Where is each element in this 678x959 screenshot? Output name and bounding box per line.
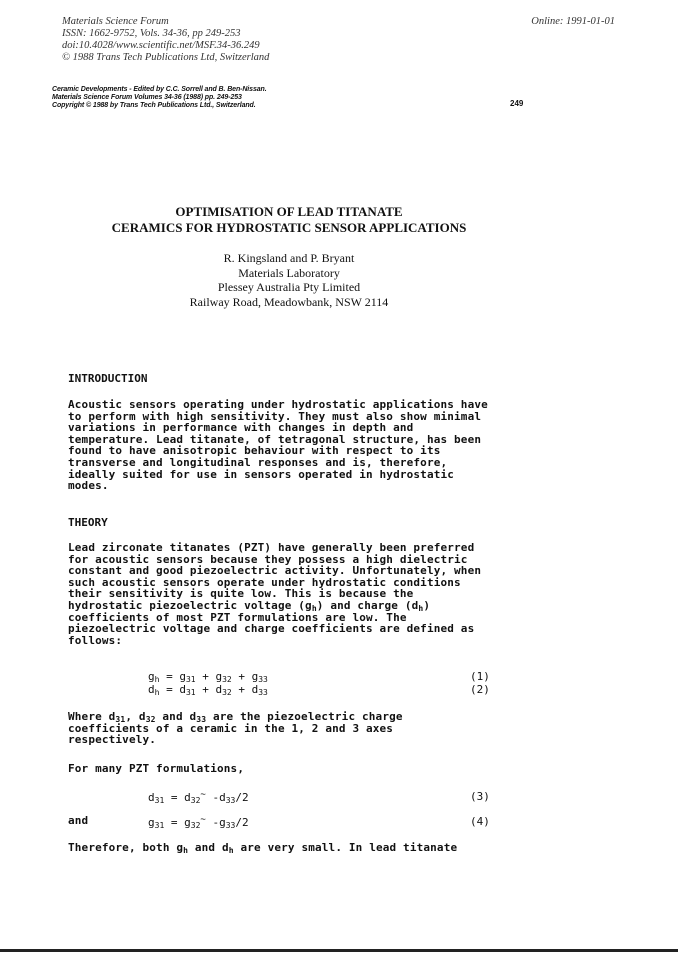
eq-symbol: /2 bbox=[235, 816, 249, 829]
introduction-paragraph bbox=[68, 399, 588, 492]
introduction-heading: INTRODUCTION bbox=[68, 372, 148, 385]
eq-subscript: 32 bbox=[222, 688, 232, 697]
copyright-line: © 1988 Trans Tech Publications Ltd, Switzerland bbox=[62, 52, 270, 63]
therefore-text: are very small. In lead titanate bbox=[240, 841, 458, 854]
theory-heading: THEORY bbox=[68, 516, 108, 529]
eq-subscript: 32 bbox=[190, 821, 201, 830]
online-date: Online: 1991-01-01 bbox=[531, 16, 615, 27]
equation-3-number: (3) bbox=[470, 790, 490, 803]
subscript: 31 bbox=[115, 715, 126, 724]
title-line-1: OPTIMISATION OF LEAD TITANATE bbox=[175, 204, 403, 219]
equation-4: $g_{31} = g_{32}^\sim$ $-g_{33}/2$ bbox=[148, 815, 249, 830]
theory-line: Lead zirconate titanates (PZT) have generally been preferred bbox=[68, 541, 475, 554]
eq-symbol: d bbox=[215, 683, 223, 696]
eq-symbol: d bbox=[251, 683, 259, 696]
subscript: h bbox=[228, 846, 234, 855]
eq-subscript: 31 bbox=[154, 796, 165, 805]
eq-subscript: 31 bbox=[185, 688, 196, 697]
eq-subscript: h bbox=[154, 688, 160, 697]
theory-text: hydrostatic piezoelectric voltage (g bbox=[68, 598, 312, 612]
eq-symbol: g bbox=[148, 816, 155, 829]
subscript: 33 bbox=[196, 715, 207, 724]
equation-3: $d_{31} = d_{32}^\sim$ $-d_{33}/2$ bbox=[148, 790, 249, 805]
author-company: Plessey Australia Pty Limited bbox=[217, 280, 361, 294]
intro-line: found to have anisotropic behaviour with respect to its bbox=[68, 444, 441, 458]
equation-1: $g_h = g_{31} + g_{32} + g_{33}$ bbox=[148, 670, 268, 684]
issn-line: ISSN: 1662-9752, Vols. 34-36, pp 249-253 bbox=[62, 28, 241, 39]
author-lab: Materials Laboratory bbox=[238, 265, 340, 280]
eq-symbol: d bbox=[148, 791, 155, 804]
eq-symbol: g bbox=[179, 670, 186, 683]
theory-line: follows: bbox=[68, 633, 123, 647]
where-line-1 bbox=[68, 711, 588, 723]
theory-line: their sensitivity is quite low. This is because the bbox=[68, 587, 414, 601]
therefore-line bbox=[68, 842, 457, 854]
page-bottom-rule bbox=[0, 949, 678, 952]
theory-text: ) bbox=[423, 598, 431, 612]
eq-symbol: d bbox=[148, 683, 155, 696]
where-paragraph bbox=[68, 711, 588, 746]
intro-line: transverse and longitudinal responses and is, therefore, bbox=[68, 455, 448, 469]
page-number: 249 bbox=[510, 99, 524, 108]
eq-subscript: 33 bbox=[258, 688, 268, 697]
where-text: and d bbox=[162, 710, 197, 723]
eq-subscript: 33 bbox=[258, 675, 268, 684]
where-line-3: respectively. bbox=[68, 733, 157, 747]
intro-line: temperature. Lead titanate, of tetragonal structure, has been bbox=[68, 432, 482, 446]
equation-2-number: (2) bbox=[470, 683, 490, 696]
title-line-2: CERAMICS FOR HYDROSTATIC SENSOR APPLICATIONS bbox=[111, 220, 467, 235]
eq-symbol: -d bbox=[212, 791, 226, 804]
subscript: 32 bbox=[145, 715, 156, 724]
where-text: Where d bbox=[68, 710, 116, 723]
therefore-text: Therefore, both g bbox=[68, 841, 184, 854]
eq-symbol: g bbox=[184, 816, 191, 829]
eq-subscript: 33 bbox=[225, 821, 236, 830]
theory-line: for acoustic sensors because they possess a high dielectric bbox=[68, 552, 468, 566]
theory-line-with-symbols bbox=[68, 600, 588, 612]
eq-symbol: /2 bbox=[235, 791, 249, 804]
therefore-text: and d bbox=[194, 841, 229, 854]
eq-symbol: d bbox=[184, 791, 191, 804]
eq-symbol: g bbox=[251, 670, 259, 683]
where-line-2: coefficients of a ceramic in the 1, 2 and 3 axes bbox=[68, 721, 394, 735]
intro-line: to perform with high sensitivity. They must also show minimal bbox=[68, 409, 482, 423]
journal-header bbox=[62, 16, 269, 64]
pub-info-line-3: Copyright © 1988 by Trans Tech Publications Ltd., Switzerland. bbox=[52, 102, 256, 109]
subscript: h bbox=[311, 603, 317, 613]
eq-subscript: h bbox=[154, 675, 160, 684]
pub-info-line-1: Ceramic Developments - Edited by C.C. Sorrell and B. Ben-Nissan. bbox=[52, 86, 267, 93]
intro-line: variations in performance with changes in depth and bbox=[68, 421, 414, 435]
for-many-line: For many PZT formulations, bbox=[68, 762, 245, 775]
eq-symbol: g bbox=[215, 670, 223, 683]
eq-symbol: -g bbox=[212, 816, 226, 829]
eq-symbol: d bbox=[179, 683, 186, 696]
theory-line: coefficients of most PZT formulations are low. The bbox=[68, 610, 407, 624]
publication-info bbox=[52, 86, 267, 110]
intro-line: Acoustic sensors operating under hydrostatic applications have bbox=[68, 398, 488, 411]
theory-text: ) and charge (d bbox=[316, 598, 419, 612]
theory-line: such acoustic sensors operate under hydrostatic conditions bbox=[68, 575, 461, 589]
subscript: h bbox=[183, 846, 189, 855]
equation-1-number: (1) bbox=[470, 670, 490, 683]
eq-symbol: g bbox=[148, 670, 155, 683]
equation-2: $d_h = d_{31} + d_{32} + d_{33}$ bbox=[148, 683, 268, 697]
theory-paragraph bbox=[68, 542, 588, 646]
paper-title bbox=[0, 204, 578, 236]
author-names: R. Kingsland and P. Bryant bbox=[223, 251, 355, 265]
author-address: Railway Road, Meadowbank, NSW 2114 bbox=[189, 294, 389, 309]
subscript: h bbox=[418, 603, 424, 613]
eq-subscript: 33 bbox=[225, 796, 236, 805]
eq-subscript: 32 bbox=[190, 796, 201, 805]
doi-line: doi:10.4028/www.scientific.net/MSF.34-36.249 bbox=[62, 40, 260, 51]
pub-info-line-2: Materials Science Forum Volumes 34-36 (1988) pp. 249-253 bbox=[52, 94, 242, 101]
theory-line: constant and good piezoelectric activity. Unfortunately, when bbox=[68, 564, 482, 578]
eq-subscript: 31 bbox=[154, 821, 165, 830]
where-text: , d bbox=[125, 710, 146, 723]
author-block bbox=[0, 251, 578, 309]
equation-4-number: (4) bbox=[470, 815, 490, 828]
eq-subscript: 31 bbox=[185, 675, 196, 684]
and-word: and bbox=[68, 814, 89, 827]
journal-name: Materials Science Forum bbox=[62, 16, 169, 27]
eq-subscript: 32 bbox=[222, 675, 232, 684]
theory-line: piezoelectric voltage and charge coefficients are defined as bbox=[68, 622, 475, 636]
where-text: are the piezoelectric charge bbox=[213, 710, 403, 723]
intro-line: ideally suited for use in sensors operated in hydrostatic bbox=[68, 467, 455, 481]
intro-line: modes. bbox=[68, 479, 109, 493]
